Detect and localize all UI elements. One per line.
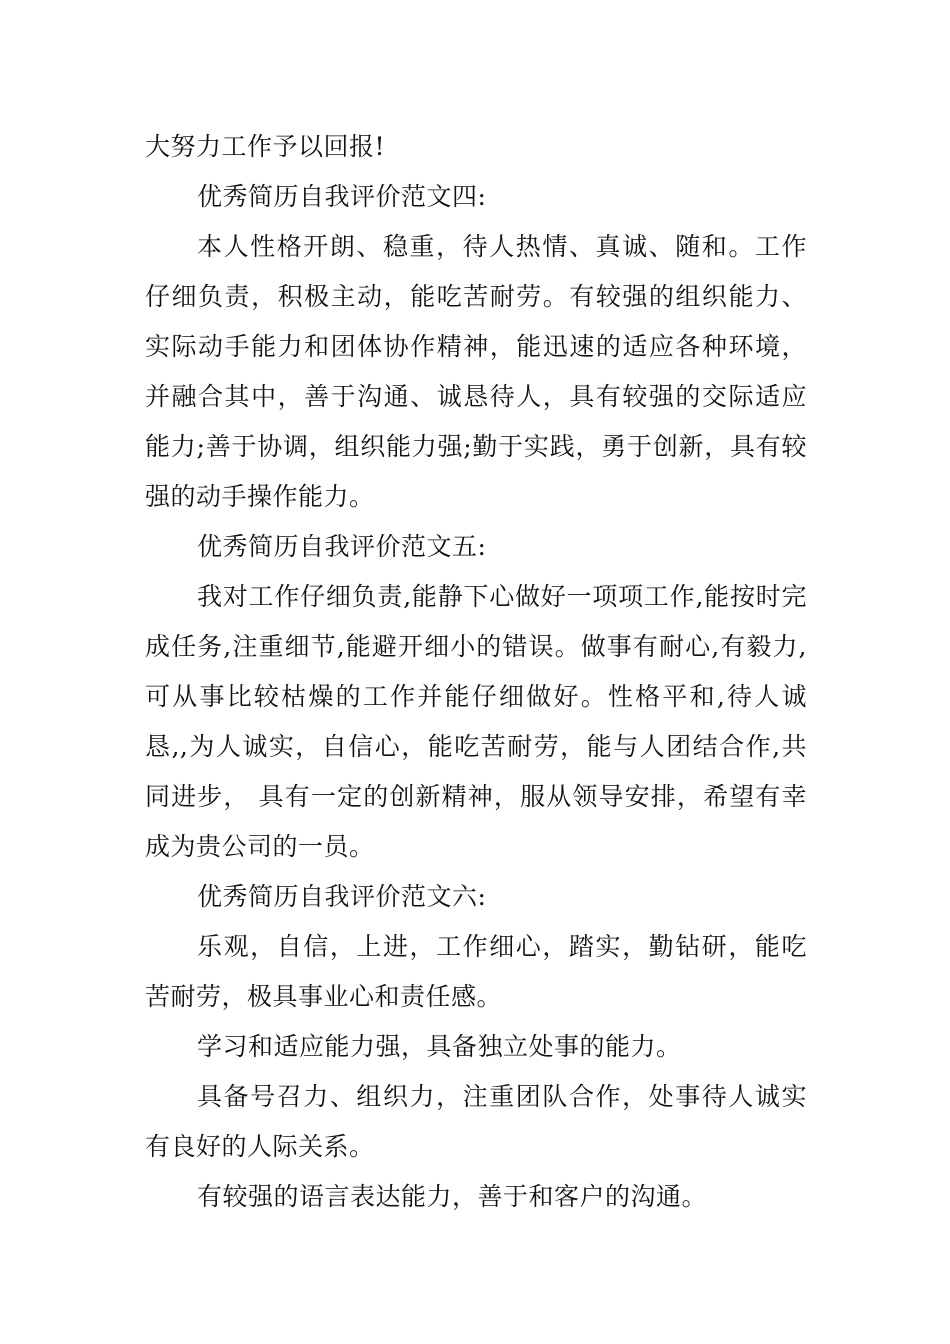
section-heading-sample-5: 优秀简历自我评价范文五: (197, 532, 487, 561)
paragraph-sample-6-3: 具备号召力、组织力，注重团队合作，处事待人诚实有良好的人际关系。 (145, 1082, 807, 1161)
document-body (145, 122, 807, 1222)
paragraph-sample-6-4: 有较强的语言表达能力，善于和客户的沟通。 (197, 1182, 708, 1211)
paragraph-continuation: 大努力工作予以回报! (145, 132, 386, 161)
paragraph-sample-5: 我对工作仔细负责,能静下心做好一项项工作,能按时完成任务,注重细节,能避开细小的错误。做事有耐心,有毅力,可从事比较枯燥的工作并能仔细做好。性格平和,待人诚恳,,为人诚实，自信心，能吃苦耐劳，能与人团结合作,共同进步， 具有一定的创新精神，服从领导安排，希望有幸成为贵公司的一员。 (145, 582, 807, 861)
section-heading-sample-4: 优秀简历自我评价范文四: (197, 182, 487, 211)
paragraph-sample-6-1: 乐观，自信，上进，工作细心，踏实，勤钻研，能吃苦耐劳，极具事业心和责任感。 (145, 932, 807, 1011)
section-heading-sample-6: 优秀简历自我评价范文六: (197, 882, 487, 911)
paragraph-sample-4: 本人性格开朗、稳重，待人热情、真诚、随和。工作仔细负责，积极主动，能吃苦耐劳。有较强的组织能力、实际动手能力和团体协作精神，能迅速的适应各种环境，并融合其中，善于沟通、诚恳待人，具有较强的交际适应能力;善于协调，组织能力强;勤于实践，勇于创新，具有较强的动手操作能力。 (145, 232, 807, 511)
paragraph-sample-6-2: 学习和适应能力强，具备独立处事的能力。 (197, 1032, 682, 1061)
